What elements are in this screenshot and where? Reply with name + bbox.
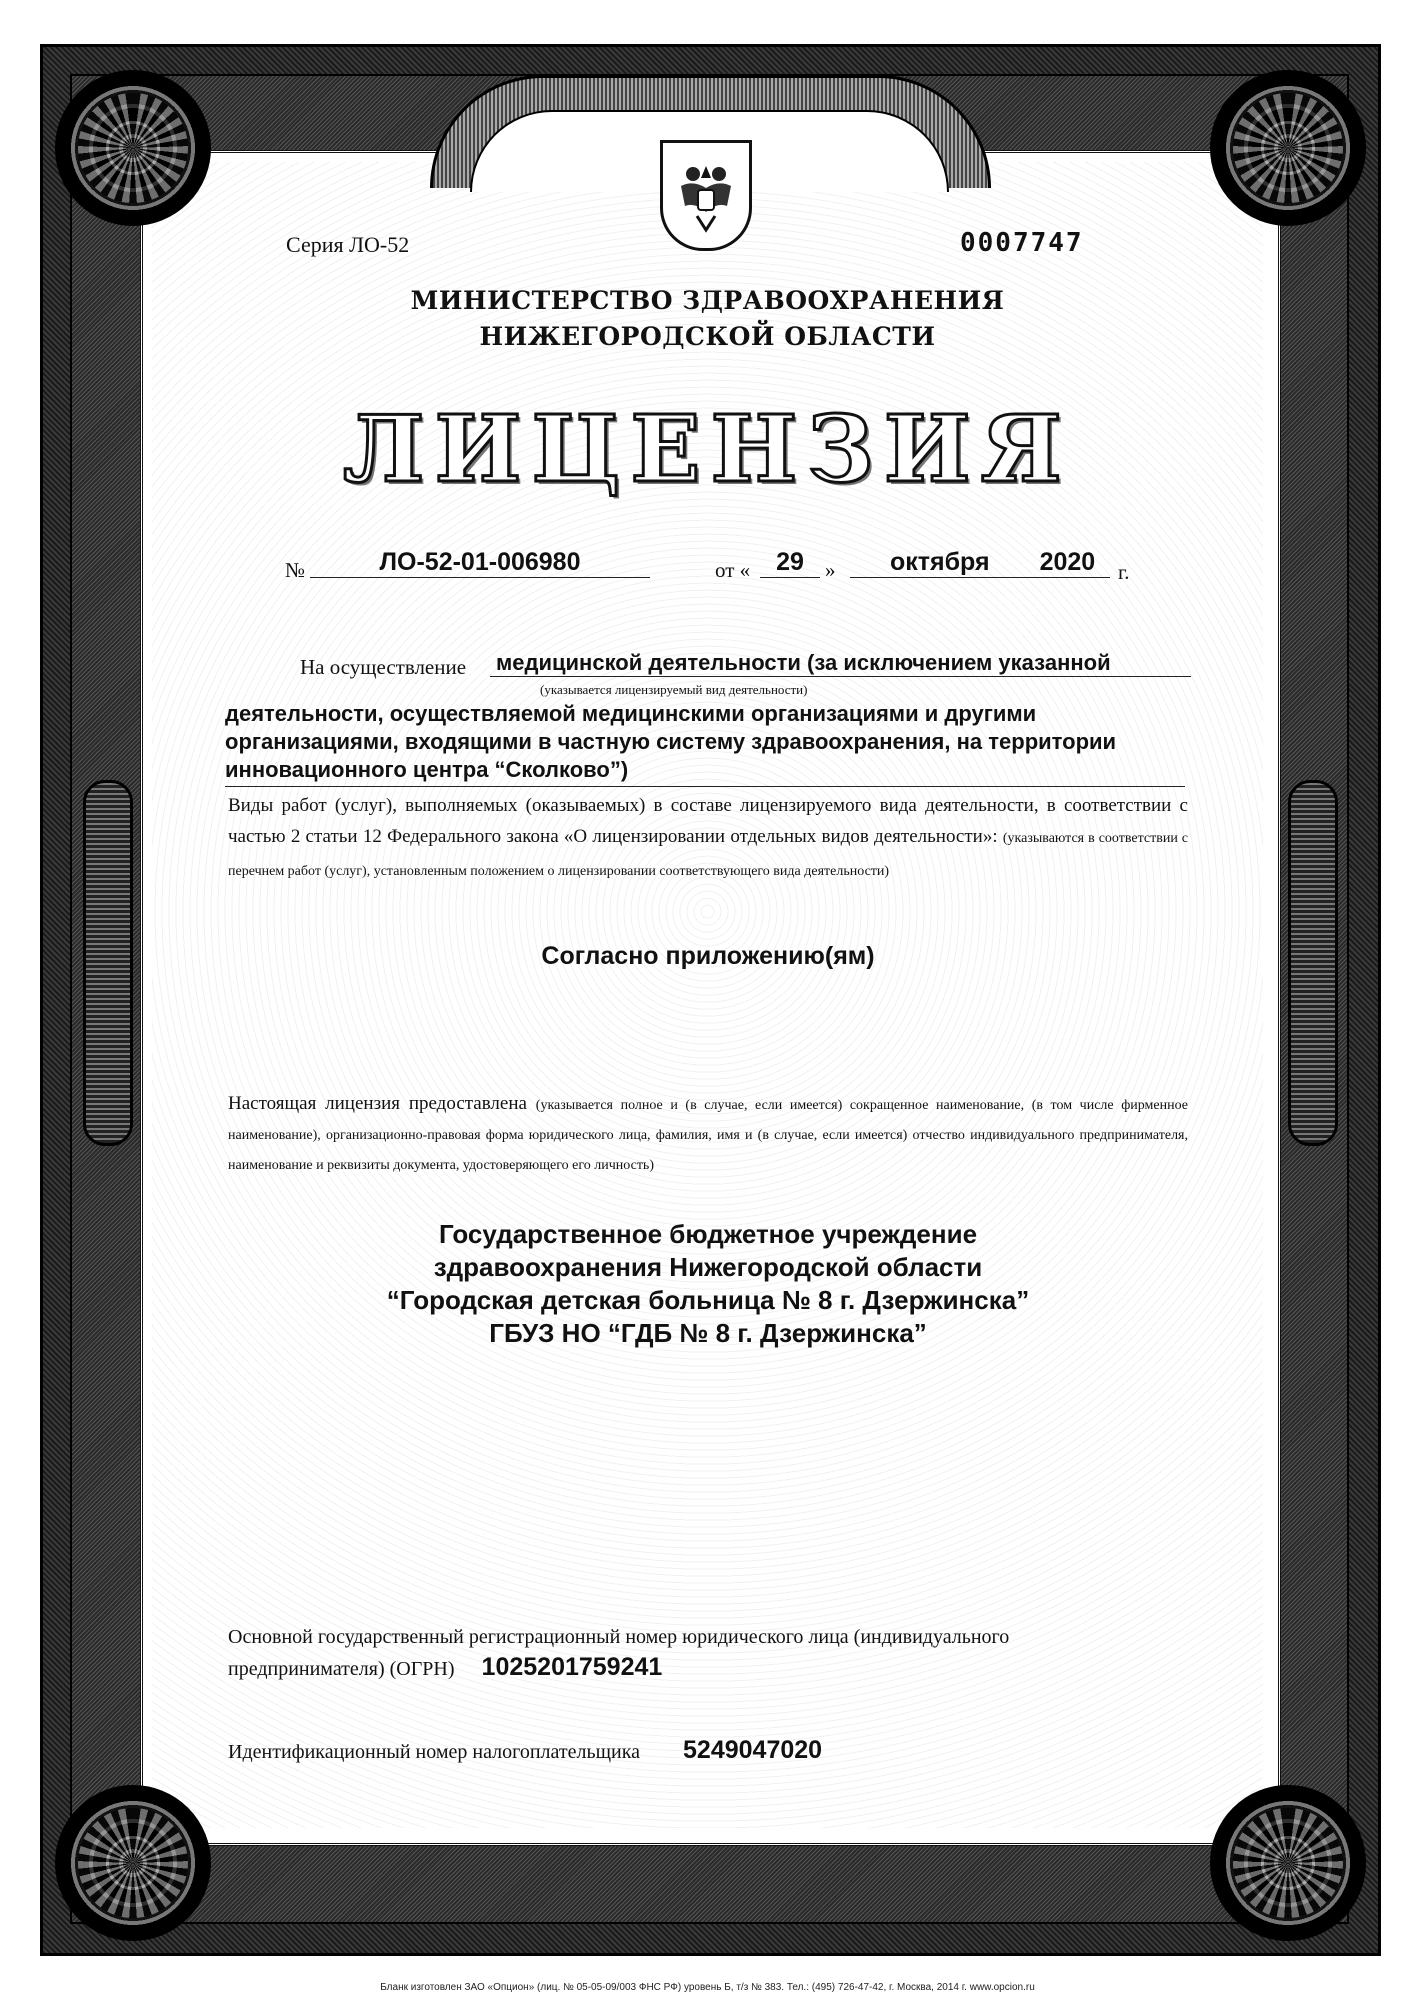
ministry-line-2: НИЖЕГОРОДСКОЙ ОБЛАСТИ xyxy=(479,322,936,351)
year-suffix: г. xyxy=(1118,560,1130,584)
inn-block xyxy=(228,1735,1188,1768)
holder-name-line-4: ГБУЗ НО “ГДБ № 8 г. Дзержинска” xyxy=(489,1318,927,1348)
activity-label: На осуществление xyxy=(300,655,467,679)
holder-name-line-2: здравоохранения Нижегородской области xyxy=(433,1252,983,1282)
side-ornament-right xyxy=(1288,780,1338,1146)
serial-number: 0007747 xyxy=(960,228,1084,258)
ogrn-label: предпринимателя) (ОГРН) xyxy=(228,1658,455,1680)
holder-name-line-3: “Городская детская больница № 8 г. Дзержинска” xyxy=(386,1285,1030,1315)
activity-hint: (указывается лицензируемый вид деятельности) xyxy=(540,682,808,697)
printer-imprint: Бланк изготовлен ЗАО «Опцион» (лиц. № 05-05-09/003 ФНС РФ) уровень Б, т/з № 383. Тел.: (495) 726-47-42, г. Москва, 2014 г. www.opcion.ru xyxy=(380,1982,1035,1993)
ogrn-value: 1025201759241 xyxy=(481,1653,663,1681)
corner-rosette-top-left xyxy=(55,70,211,226)
holder-hint: (указывается полное и (в случае, если имеется) сокращенное наименование, (в том числе фирменное наименование), организационно-правовая форма юридического лица, фамилия, имя и (в случае, если имеется) отчество индивидуального предпринимателя, наименование и реквизиты документа, удостоверяющего его личность) xyxy=(228,1098,1188,1173)
ogrn-label-line-1: Основной государственный регистрационный номер юридического лица (индивидуального xyxy=(228,1626,1010,1648)
holder-name-line-1: Государственное бюджетное учреждение xyxy=(438,1219,978,1249)
date-from-label: от « xyxy=(715,558,751,582)
activity-text-rest: деятельности, осуществляемой медицинскими организациями и другими организациями, входящими в частную систему здравоохранения, на территории инновационного центра “Сколково”) xyxy=(225,701,1117,782)
activity-rule xyxy=(225,786,1185,787)
license-month: октября xyxy=(890,548,990,576)
holder-paragraph xyxy=(228,1090,1188,1180)
works-value: Согласно приложению(ям) xyxy=(541,942,875,970)
corner-rosette-bottom-left xyxy=(55,1785,211,1941)
ministry-line-1: МИНИСТЕРСТВО ЗДРАВООХРАНЕНИЯ xyxy=(410,286,1005,315)
document-title: ЛИЦЕНЗИЯ xyxy=(343,395,1072,503)
license-day: 29 xyxy=(760,548,820,578)
corner-rosette-top-right xyxy=(1210,70,1366,226)
corner-rosette-bottom-right xyxy=(1210,1785,1366,1941)
ogrn-label-line-2 xyxy=(228,1652,1188,1684)
series-label: Серия ЛО-52 xyxy=(286,232,410,257)
coat-of-arms-icon xyxy=(660,140,752,251)
holder-name xyxy=(228,1218,1188,1350)
ogrn-block xyxy=(228,1622,1188,1684)
works-text: Виды работ (услуг), выполняемых (оказываемых) в составе лицензируемого вида деятельности, в соответствии с частью 2 статьи 12 Федерального закона «О лицензировании отдельных видов деятельности»: xyxy=(228,795,1188,847)
license-number-row xyxy=(280,548,1140,588)
issuing-authority xyxy=(300,283,1115,355)
license-number: ЛО-52-01-006980 xyxy=(310,548,650,578)
activity-text-first: медицинской деятельности (за исключением указанной xyxy=(490,650,1191,677)
side-ornament-left xyxy=(83,780,133,1146)
works-hint: (указываются в соответствии с перечнем работ (услуг), установленным положением о лицензировании соответствующего вида деятельности) xyxy=(228,831,1189,879)
license-year: 2020 xyxy=(1039,548,1096,576)
number-sign: № xyxy=(285,558,306,582)
inn-label: Идентификационный номер налогоплательщика xyxy=(228,1741,641,1763)
license-month-year xyxy=(850,548,1110,578)
day-close-quote: » xyxy=(825,558,836,582)
inn-value: 5249047020 xyxy=(683,1736,823,1764)
holder-text: Настоящая лицензия предоставлена xyxy=(228,1093,527,1114)
works-paragraph xyxy=(228,790,1188,887)
